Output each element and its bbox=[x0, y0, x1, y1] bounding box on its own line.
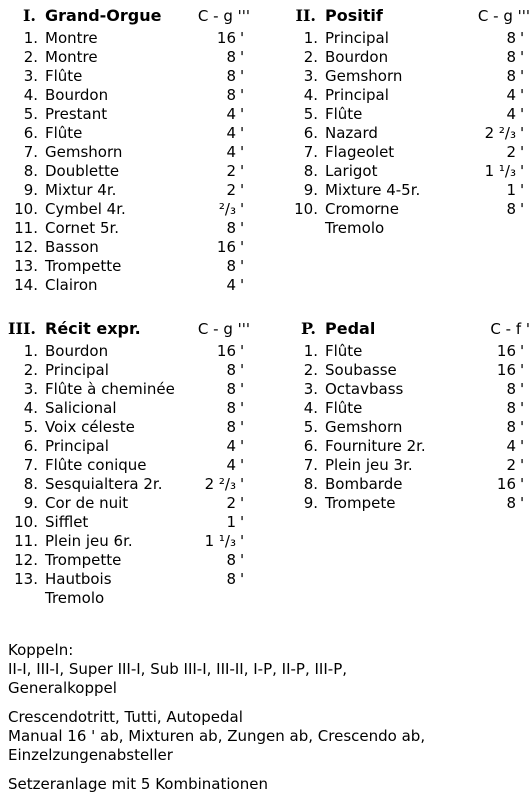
stop-row bbox=[280, 494, 530, 513]
foot-mark: ' bbox=[520, 399, 525, 417]
stop-name: Prestant bbox=[45, 105, 108, 123]
division-recit bbox=[0, 318, 250, 608]
foot-mark: ' bbox=[520, 475, 525, 493]
division-header bbox=[0, 318, 250, 340]
stop-pitch: 8 bbox=[226, 380, 236, 398]
division-header bbox=[280, 5, 530, 27]
stop-number: 2. bbox=[303, 361, 318, 379]
foot-mark: ' bbox=[240, 257, 245, 275]
stop-pitch: 4 bbox=[226, 143, 236, 161]
foot-mark: ' bbox=[240, 551, 245, 569]
stop-row bbox=[280, 124, 530, 143]
stop-pitch: 2 bbox=[226, 162, 236, 180]
stop-number: 12. bbox=[14, 551, 38, 569]
stop-row bbox=[0, 399, 250, 418]
stop-number: 1. bbox=[23, 29, 38, 47]
division-header bbox=[0, 5, 250, 27]
stop-row bbox=[280, 105, 530, 124]
stop-pitch: ²/₃ bbox=[218, 200, 236, 218]
stop-number: 8. bbox=[303, 162, 318, 180]
stop-number: 3. bbox=[303, 380, 318, 398]
foot-mark: ' bbox=[520, 67, 525, 85]
stop-number: 10. bbox=[294, 200, 318, 218]
tremolo-row bbox=[280, 219, 530, 238]
stop-row bbox=[280, 475, 530, 494]
tremolo-label: Tremolo bbox=[325, 219, 385, 237]
stop-pitch: 1 bbox=[506, 181, 516, 199]
foot-mark: ' bbox=[240, 456, 245, 474]
stop-name: Bourdon bbox=[325, 48, 389, 66]
foot-mark: ' bbox=[520, 361, 525, 379]
stop-row bbox=[280, 456, 530, 475]
stop-row bbox=[280, 67, 530, 86]
stop-row bbox=[0, 48, 250, 67]
stop-row bbox=[0, 551, 250, 570]
stop-number: 6. bbox=[303, 124, 318, 142]
stop-name: Montre bbox=[45, 29, 98, 47]
stop-pitch: 1 ¹/₃ bbox=[484, 162, 516, 180]
foot-mark: ' bbox=[520, 162, 525, 180]
stop-pitch: 8 bbox=[506, 380, 516, 398]
foot-mark: ' bbox=[520, 48, 525, 66]
stop-row bbox=[0, 418, 250, 437]
stop-row bbox=[0, 494, 250, 513]
stop-name: Octavbass bbox=[325, 380, 404, 398]
tremolo-label: Tremolo bbox=[45, 589, 105, 607]
couplers-line-1: II-I, III-I, Super III-I, Sub III-I, III-II, I-P, II-P, III-P, bbox=[8, 660, 348, 678]
stop-row bbox=[0, 532, 250, 551]
stop-name: Bourdon bbox=[45, 86, 109, 104]
stop-pitch: 8 bbox=[506, 494, 516, 512]
stop-name: Trompette bbox=[45, 257, 122, 275]
stop-row bbox=[280, 143, 530, 162]
stop-name: Mixture 4-5r. bbox=[325, 181, 421, 199]
stop-number: 3. bbox=[23, 380, 38, 398]
foot-mark: ' bbox=[240, 48, 245, 66]
stop-name: Mixtur 4r. bbox=[45, 181, 117, 199]
stop-name: Cymbel 4r. bbox=[45, 200, 126, 218]
stop-number: 2. bbox=[303, 48, 318, 66]
stop-name: Salicional bbox=[45, 399, 117, 417]
stop-row bbox=[0, 219, 250, 238]
stop-pitch: 16 bbox=[216, 342, 236, 360]
foot-mark: ' bbox=[520, 200, 525, 218]
stop-name: Cor de nuit bbox=[45, 494, 129, 512]
stop-row bbox=[0, 86, 250, 105]
stop-number: 6. bbox=[303, 437, 318, 455]
stop-number: 8. bbox=[23, 475, 38, 493]
foot-mark: ' bbox=[240, 418, 245, 436]
stop-pitch: 16 bbox=[496, 342, 516, 360]
stop-name: Bourdon bbox=[45, 342, 109, 360]
stop-name: Principal bbox=[45, 361, 109, 379]
stop-number: 2. bbox=[23, 361, 38, 379]
stop-name: Trompette bbox=[45, 551, 122, 569]
stop-pitch: 8 bbox=[226, 361, 236, 379]
stop-row bbox=[0, 456, 250, 475]
foot-mark: ' bbox=[520, 380, 525, 398]
stop-number: 14. bbox=[14, 276, 38, 294]
stop-pitch: 8 bbox=[506, 418, 516, 436]
stop-name: Cornet 5r. bbox=[45, 219, 120, 237]
stop-row bbox=[280, 361, 530, 380]
foot-mark: ' bbox=[240, 238, 245, 256]
stop-row bbox=[0, 437, 250, 456]
stop-pitch: 1 ¹/₃ bbox=[204, 532, 236, 550]
stop-pitch: 4 bbox=[226, 105, 236, 123]
stop-number: 9. bbox=[23, 494, 38, 512]
foot-mark: ' bbox=[520, 437, 525, 455]
stop-name: Gemshorn bbox=[325, 67, 403, 85]
foot-mark: ' bbox=[520, 105, 525, 123]
stop-name: Nazard bbox=[325, 124, 378, 142]
accessories-line-3: Einzelzungenabsteller bbox=[8, 746, 173, 764]
stop-row bbox=[0, 513, 250, 532]
stop-row bbox=[0, 276, 250, 295]
division-grand-orgue bbox=[0, 5, 250, 295]
stop-pitch: 8 bbox=[506, 399, 516, 417]
stop-name: Larigot bbox=[325, 162, 378, 180]
division-compass: C - g ''' bbox=[197, 7, 250, 25]
stop-row bbox=[280, 380, 530, 399]
stop-name: Flûte bbox=[325, 399, 363, 417]
stop-name: Voix céleste bbox=[45, 418, 135, 436]
stop-number: 5. bbox=[23, 418, 38, 436]
stop-number: 7. bbox=[303, 143, 318, 161]
stop-row bbox=[0, 105, 250, 124]
stop-row bbox=[280, 418, 530, 437]
stop-number: 1. bbox=[303, 342, 318, 360]
stop-name: Fourniture 2r. bbox=[325, 437, 426, 455]
foot-mark: ' bbox=[520, 456, 525, 474]
stop-name: Flûte bbox=[45, 124, 83, 142]
stop-pitch: 8 bbox=[226, 67, 236, 85]
stop-row bbox=[0, 361, 250, 380]
stop-name: Principal bbox=[325, 29, 389, 47]
stop-pitch: 8 bbox=[226, 86, 236, 104]
stop-pitch: 4 bbox=[506, 105, 516, 123]
stop-row bbox=[0, 162, 250, 181]
stop-pitch: 8 bbox=[226, 219, 236, 237]
stop-name: Flageolet bbox=[325, 143, 395, 161]
stop-number: 4. bbox=[303, 399, 318, 417]
stop-row bbox=[280, 181, 530, 200]
stop-row bbox=[280, 437, 530, 456]
foot-mark: ' bbox=[240, 143, 245, 161]
stop-name: Principal bbox=[45, 437, 109, 455]
stop-pitch: 8 bbox=[506, 200, 516, 218]
stop-name: Flûte conique bbox=[45, 456, 147, 474]
division-title: Grand-Orgue bbox=[45, 6, 162, 25]
stop-pitch: 16 bbox=[216, 238, 236, 256]
foot-mark: ' bbox=[520, 342, 525, 360]
stop-name: Flûte bbox=[325, 342, 363, 360]
tremolo-row bbox=[0, 589, 250, 608]
accessories-line-2: Manual 16 ' ab, Mixturen ab, Zungen ab, Crescendo ab, bbox=[8, 727, 426, 745]
foot-mark: ' bbox=[240, 361, 245, 379]
stop-row bbox=[0, 257, 250, 276]
division-number: I. bbox=[22, 6, 36, 25]
stop-row bbox=[0, 570, 250, 589]
stop-row bbox=[0, 143, 250, 162]
foot-mark: ' bbox=[520, 124, 525, 142]
stop-row bbox=[0, 124, 250, 143]
stop-number: 7. bbox=[303, 456, 318, 474]
foot-mark: ' bbox=[240, 494, 245, 512]
stop-number: 3. bbox=[303, 67, 318, 85]
foot-mark: ' bbox=[240, 181, 245, 199]
foot-mark: ' bbox=[240, 124, 245, 142]
foot-mark: ' bbox=[240, 475, 245, 493]
stop-number: 4. bbox=[303, 86, 318, 104]
division-title: Récit expr. bbox=[45, 319, 141, 338]
foot-mark: ' bbox=[240, 219, 245, 237]
stop-number: 4. bbox=[23, 399, 38, 417]
stop-number: 5. bbox=[303, 418, 318, 436]
stop-pitch: 4 bbox=[226, 456, 236, 474]
foot-mark: ' bbox=[240, 200, 245, 218]
foot-mark: ' bbox=[520, 181, 525, 199]
foot-mark: ' bbox=[520, 29, 525, 47]
stop-row bbox=[280, 200, 530, 219]
stop-row bbox=[280, 342, 530, 361]
stop-pitch: 8 bbox=[226, 399, 236, 417]
stop-name: Basson bbox=[45, 238, 99, 256]
stop-number: 13. bbox=[14, 257, 38, 275]
stop-number: 8. bbox=[23, 162, 38, 180]
stop-number: 8. bbox=[303, 475, 318, 493]
foot-mark: ' bbox=[240, 29, 245, 47]
division-pedal bbox=[280, 318, 530, 513]
foot-mark: ' bbox=[240, 570, 245, 588]
stop-number: 3. bbox=[23, 67, 38, 85]
stop-row bbox=[0, 475, 250, 494]
division-title: Pedal bbox=[325, 319, 376, 338]
stop-number: 6. bbox=[23, 124, 38, 142]
stop-row bbox=[280, 48, 530, 67]
stop-name: Trompete bbox=[325, 494, 396, 512]
stop-row bbox=[0, 342, 250, 361]
stop-number: 4. bbox=[23, 86, 38, 104]
stop-pitch: 2 bbox=[226, 494, 236, 512]
stop-pitch: 16 bbox=[496, 475, 516, 493]
stop-name: Cromorne bbox=[325, 200, 399, 218]
stop-number: 11. bbox=[14, 532, 38, 550]
stop-pitch: 8 bbox=[226, 418, 236, 436]
stop-pitch: 1 bbox=[226, 513, 236, 531]
foot-mark: ' bbox=[520, 86, 525, 104]
stop-name: Plein jeu 6r. bbox=[45, 532, 133, 550]
couplers-line-2: Generalkoppel bbox=[8, 679, 117, 697]
division-positif bbox=[280, 5, 530, 238]
stop-number: 9. bbox=[303, 494, 318, 512]
stop-list bbox=[0, 29, 250, 295]
stop-name: Sifflet bbox=[45, 513, 89, 531]
stop-name: Hautbois bbox=[45, 570, 112, 588]
stop-pitch: 4 bbox=[506, 437, 516, 455]
stop-row bbox=[280, 162, 530, 181]
stop-pitch: 4 bbox=[226, 437, 236, 455]
stop-name: Clairon bbox=[45, 276, 98, 294]
stop-pitch: 8 bbox=[506, 48, 516, 66]
foot-mark: ' bbox=[240, 162, 245, 180]
stop-pitch: 2 ²/₃ bbox=[204, 475, 236, 493]
foot-mark: ' bbox=[520, 494, 525, 512]
stop-number: 9. bbox=[23, 181, 38, 199]
stop-number: 1. bbox=[23, 342, 38, 360]
division-number: P. bbox=[301, 319, 316, 338]
stop-number: 7. bbox=[23, 456, 38, 474]
division-compass: C - f ' bbox=[490, 320, 530, 338]
foot-mark: ' bbox=[240, 437, 245, 455]
stop-row bbox=[0, 29, 250, 48]
stop-name: Gemshorn bbox=[45, 143, 123, 161]
stop-name: Flûte bbox=[45, 67, 83, 85]
foot-mark: ' bbox=[520, 418, 525, 436]
stop-pitch: 4 bbox=[226, 124, 236, 142]
stop-pitch: 4 bbox=[506, 86, 516, 104]
stop-pitch: 8 bbox=[226, 551, 236, 569]
foot-mark: ' bbox=[240, 532, 245, 550]
stop-name: Flûte à cheminée bbox=[45, 380, 175, 398]
stop-pitch: 16 bbox=[496, 361, 516, 379]
stop-row bbox=[280, 29, 530, 48]
stop-name: Soubasse bbox=[325, 361, 397, 379]
stop-pitch: 2 ²/₃ bbox=[484, 124, 516, 142]
couplers-heading: Koppeln: bbox=[8, 641, 74, 659]
stop-row bbox=[0, 181, 250, 200]
accessories-line-1: Crescendotritt, Tutti, Autopedal bbox=[8, 708, 243, 726]
stop-row bbox=[280, 86, 530, 105]
stop-number: 13. bbox=[14, 570, 38, 588]
stop-number: 2. bbox=[23, 48, 38, 66]
stop-pitch: 2 bbox=[226, 181, 236, 199]
foot-mark: ' bbox=[240, 276, 245, 294]
stop-row bbox=[280, 399, 530, 418]
division-number: II. bbox=[295, 6, 316, 25]
stop-row bbox=[0, 238, 250, 257]
stop-name: Gemshorn bbox=[325, 418, 403, 436]
stop-number: 10. bbox=[14, 513, 38, 531]
stop-number: 11. bbox=[14, 219, 38, 237]
stop-name: Principal bbox=[325, 86, 389, 104]
stop-number: 10. bbox=[14, 200, 38, 218]
stop-number: 5. bbox=[23, 105, 38, 123]
stop-pitch: 16 bbox=[216, 29, 236, 47]
stop-number: 6. bbox=[23, 437, 38, 455]
stop-pitch: 8 bbox=[226, 257, 236, 275]
stop-number: 1. bbox=[303, 29, 318, 47]
stop-name: Doublette bbox=[45, 162, 120, 180]
stop-list bbox=[280, 342, 530, 513]
footer-notes bbox=[8, 641, 518, 794]
stop-row bbox=[0, 67, 250, 86]
foot-mark: ' bbox=[240, 399, 245, 417]
division-number: III. bbox=[7, 319, 36, 338]
division-compass: C - g ''' bbox=[477, 7, 530, 25]
stop-number: 5. bbox=[303, 105, 318, 123]
stop-number: 7. bbox=[23, 143, 38, 161]
stop-name: Montre bbox=[45, 48, 98, 66]
stop-row bbox=[0, 380, 250, 399]
division-title: Positif bbox=[325, 6, 383, 25]
stop-pitch: 8 bbox=[506, 29, 516, 47]
foot-mark: ' bbox=[520, 143, 525, 161]
stop-number: 9. bbox=[303, 181, 318, 199]
foot-mark: ' bbox=[240, 513, 245, 531]
stop-name: Bombarde bbox=[325, 475, 403, 493]
stop-name: Sesquialtera 2r. bbox=[45, 475, 163, 493]
stop-name: Plein jeu 3r. bbox=[325, 456, 413, 474]
stop-pitch: 8 bbox=[226, 570, 236, 588]
foot-mark: ' bbox=[240, 86, 245, 104]
division-header bbox=[280, 318, 530, 340]
stop-list bbox=[280, 29, 530, 219]
stop-name: Flûte bbox=[325, 105, 363, 123]
foot-mark: ' bbox=[240, 67, 245, 85]
stop-row bbox=[0, 200, 250, 219]
foot-mark: ' bbox=[240, 342, 245, 360]
division-compass: C - g ''' bbox=[197, 320, 250, 338]
foot-mark: ' bbox=[240, 105, 245, 123]
stop-pitch: 2 bbox=[506, 143, 516, 161]
stop-pitch: 8 bbox=[226, 48, 236, 66]
stop-pitch: 4 bbox=[226, 276, 236, 294]
combination-system: Setzeranlage mit 5 Kombinationen bbox=[8, 775, 268, 793]
stop-list bbox=[0, 342, 250, 589]
stop-pitch: 8 bbox=[506, 67, 516, 85]
stop-number: 12. bbox=[14, 238, 38, 256]
foot-mark: ' bbox=[240, 380, 245, 398]
stop-pitch: 2 bbox=[506, 456, 516, 474]
